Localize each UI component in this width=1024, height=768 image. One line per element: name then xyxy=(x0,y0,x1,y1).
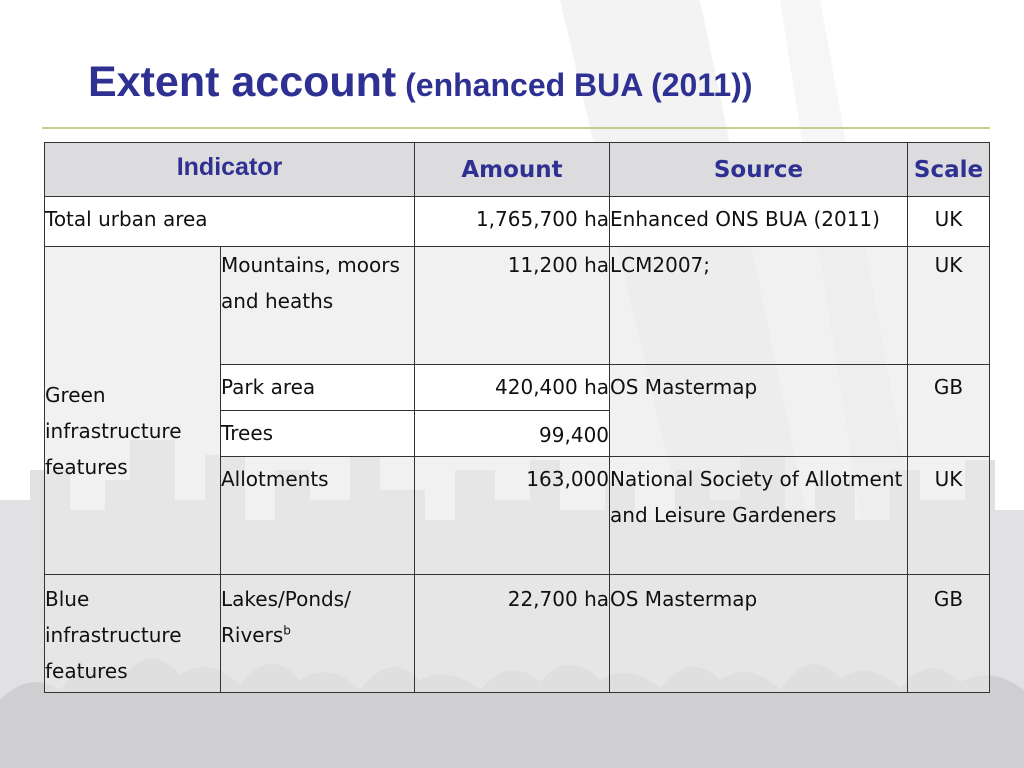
cell-trees-label: Trees xyxy=(221,411,415,457)
cell-lakes-label xyxy=(221,575,415,693)
cell-park-amount: 420,400 ha xyxy=(415,365,610,411)
cell-mountains-scale: UK xyxy=(908,247,990,365)
cell-lakes-source: OS Mastermap xyxy=(610,575,908,693)
cell-trees-amount: 99,400 xyxy=(415,411,610,457)
header-indicator: Indicator xyxy=(45,143,415,197)
cell-lakes-scale: GB xyxy=(908,575,990,693)
header-source: Source xyxy=(610,143,908,197)
cell-allotments-scale: UK xyxy=(908,457,990,575)
header-row xyxy=(45,143,990,197)
cell-mountains-label: Mountains, moors and heaths xyxy=(221,247,415,365)
table-row-lakes xyxy=(45,575,990,693)
cell-allotments-source: National Society of Allotment and Leisure Gardeners xyxy=(610,457,908,575)
cell-park-source: OS Mastermap xyxy=(610,365,908,457)
table-row-mountains xyxy=(45,247,990,365)
table-row-total-urban-area xyxy=(45,197,990,247)
cell-lakes-amount: 22,700 ha xyxy=(415,575,610,693)
title-divider xyxy=(42,127,990,129)
cell-total-amount: 1,765,700 ha xyxy=(415,197,610,247)
lakes-footnote-marker: b xyxy=(283,623,291,638)
cell-green-group-label: Green infrastructure features xyxy=(45,247,221,575)
cell-blue-group-label: Blue infrastructure features xyxy=(45,575,221,693)
cell-total-source: Enhanced ONS BUA (2011) xyxy=(610,197,908,247)
cell-allotments-amount: 163,000 xyxy=(415,457,610,575)
header-amount: Amount xyxy=(415,143,610,197)
cell-mountains-amount: 11,200 ha xyxy=(415,247,610,365)
header-scale: Scale xyxy=(908,143,990,197)
extent-account-table xyxy=(44,142,990,693)
cell-park-label: Park area xyxy=(221,365,415,411)
cell-total-label: Total urban area xyxy=(45,197,415,247)
slide-title-sub: (enhanced BUA (2011)) xyxy=(405,67,753,103)
cell-allotments-label: Allotments xyxy=(221,457,415,575)
cell-mountains-source: LCM2007; xyxy=(610,247,908,365)
lakes-label-text: Lakes/Ponds/ Rivers xyxy=(221,587,351,647)
cell-total-scale: UK xyxy=(908,197,990,247)
cell-park-scale: GB xyxy=(908,365,990,457)
slide-title xyxy=(88,58,752,107)
slide-title-main: Extent account xyxy=(88,58,397,106)
